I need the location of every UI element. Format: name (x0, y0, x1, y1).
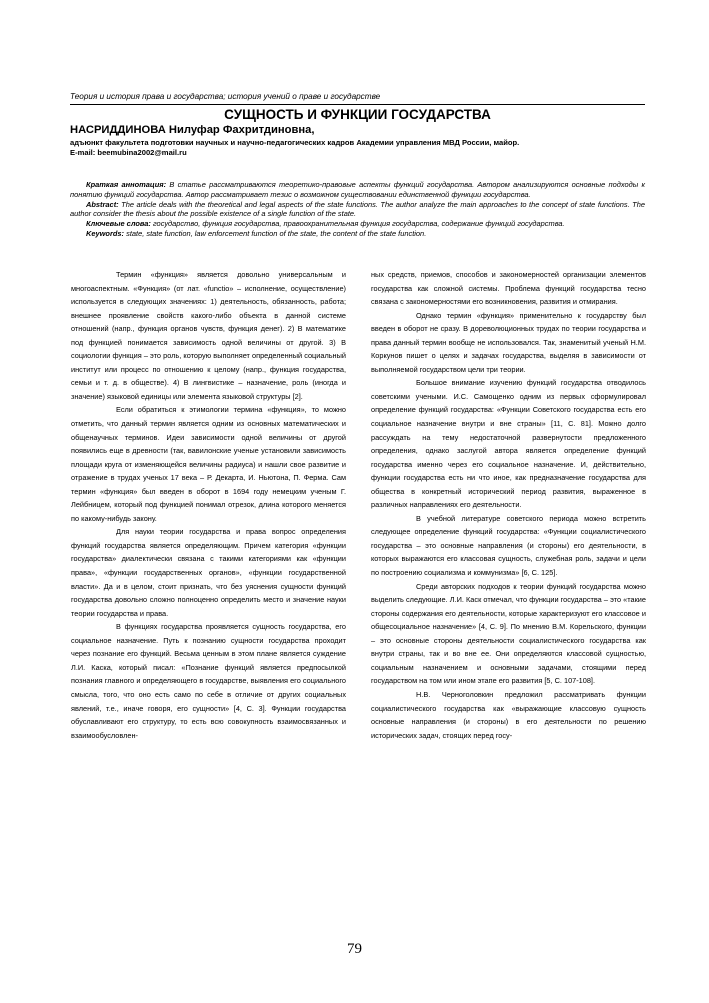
paragraph: Однако термин «функция» применительно к государству был введен в оборот не сразу. В дореволюционных трудах по теории государства и права данный термин вообще не использовался. Так, знаменитый ученый Н.М. Коркунов пишет о целях и задачах государства, выделяя в зависимости от выполняемой государством цели три теории. (371, 310, 646, 374)
paragraph: Н.В. Черноголовкин предложил рассматривать функции социалистического государства как «выражающие классовую сущность основные направления (и стороны) в его деятельности по решению исторических задач, стоящих перед госу- (371, 689, 646, 740)
author-name: НАСРИДДИНОВА Нилуфар Фахритдиновна, (70, 124, 315, 136)
paragraph: Большое внимание изучению функций государства отводилось советскими учеными. И.С. Самощенко одним из первых сформулировал определение функций государства: «Функции Советского государства есть его социальное назначение внутри и вне страны» [11, С. 81]. Можно долго рассуждать на тему недостаточной развернутости предложенного определения, однако заслугой автора является определение функций государства именно через его социальное назначение. И, действительно, функции государства есть ни что иное, как предназначение государства для общества в конкретный исторический период развития, выраженное в различных направлениях его деятельности. (371, 378, 646, 510)
paragraph: В функциях государства проявляется сущность государства, его социальное назначение. Путь к познанию сущности государства проходит через познание его функций. Весьма ценным в этом плане является суждение Л.И. Каска, который писал: «Познание функций является предпосылкой познания главного и определяющего в государстве, выявления его социального смысла, того, что оно есть само по себе в отличие от других социальных явлений, т.е., иначе говоря, его сущности» [4, С. 3]. Функции государства обуславливают его структуру, то есть всю совокупность взаимосвязанных и взаимообусловлен- (71, 622, 346, 740)
keywords-ru-label: Ключевые слова: (86, 219, 151, 229)
abstract-block (70, 180, 645, 239)
keywords-en-label: Keywords: (86, 228, 125, 238)
left-column (71, 268, 346, 742)
running-head: Теория и история права и государства; история учений о праве и государстве (70, 92, 381, 101)
abstract-en-label: Abstract: (86, 199, 119, 209)
paragraph: Среди авторских подходов к теории функций государства можно выделить следующие. Л.И. Каск отмечал, что функции государства – это «такие стороны содержания его деятельности, которые характеризуют его классовое и общесоциальное назначение» [4, С. 9]. По мнению В.М. Корельского, функции – это основные стороны деятельности социалистического государства как внутри страны, так и во вне ее. Они определяются классовой сущностью, социальным назначением и основными задачами, стоящими перед государством на том или ином этапе его развития [5, С. 107-108]. (371, 581, 646, 686)
paragraph: Для науки теории государства и права вопрос определения функций государства является определяющим. Причем категория «функции государства» диалектически связана с такими категориями как «функции права», «функции государственных органов», «функции государственной власти». Да и в целом, стоит признать, что без уяснения сущности функций государства довольно сложно полноценно определить место и значение науки теории государства и права. (71, 527, 346, 618)
paragraph: Если обратиться к этимологии термина «функция», то можно отметить, что данный термин является одним из основных математических и общенаучных терминов. Идеи зависимости одной величины от другой появились еще в древности (так, вавилонские ученые установили зависимость площади круга от изменяющейся величины радиуса) и нашли свое развитие и отражение в трудах ученых 17 века – Р. Декарта, И. Ньютона, П. Ферма. Сам термин «функция» был введен в оборот в 1694 году немецким ученым Г. Лейбницем, который под функцией понимал отрезок, длина которого меняется по какому-нибудь закону. (71, 405, 346, 523)
keywords-ru (70, 219, 645, 229)
paragraph: В учебной литературе советского периода можно встретить следующее определение функций государства: «Функции социалистического государства – это основные направления (и стороны) его деятельности, в которых выражаются его классовая сущность, служебная роль, задачи и цели по построению социализма и коммунизма» [6, С. 125]. (371, 513, 646, 578)
affiliation-text: адъюнкт факультета подготовки научных и научно-педагогических кадров Академии управления МВД России, майор. (70, 138, 520, 147)
header-rule (70, 104, 645, 105)
abstract-en (70, 200, 645, 220)
keywords-ru-text: государство, функция государства, правоохранительная функция государства, содержание функций государства. (150, 219, 565, 229)
abstract-en-text: The article deals with the theoretical and legal aspects of the state functions. The author analyze the main approaches to the concept of state functions. The author consider the thesis about the possible existence of a single function of the state. (70, 199, 645, 219)
author-affiliation (70, 138, 650, 158)
keywords-en (70, 229, 645, 239)
paragraph: Термин «функция» является довольно универсальным и многоаспектным. «Функция» (от лат. «functio» – исполнение, осуществление) используется в следующих значениях: 1) деятельность, обязанность, работа; внешнее проявление свойств какого-либо объекта в данной системе отношений (напр., функция органов чувств, функция денег). 2) В математике под функцией понимается зависимость одной величины от другой. 3) В социологии функция – это роль, которую выполняет определенный социальный институт или процесс по отношению к целому (напр., функция государства, семьи и т. д. в обществе). 4) В лингвистике – назначение, роль (иногда и значение) языковой единицы или элемента языковой структуры [2]. (71, 270, 346, 401)
paragraph: ных средств, приемов, способов и закономерностей организации элементов государства как сложной системы. Проблема функций государства тесно связана с закономерностями его возникновения, развития и отмирания. (371, 270, 646, 307)
page-number: 79 (347, 941, 362, 957)
right-column (371, 268, 646, 742)
abstract-ru-text: В статье рассматриваются теоретико-правовые аспекты функций государства. Автором анализируются основные подходы к понятию функций государства. Автор рассматривает тезис о возможном существовании единственной функции государства. (70, 180, 645, 199)
abstract-ru-label: Краткая аннотация: (86, 180, 167, 189)
abstract-ru (70, 180, 645, 200)
keywords-en-text: state, state function, law enforcement function of the state, the content of the state function. (124, 228, 427, 238)
author-email: E-mail: beemubina2002@mail.ru (70, 148, 187, 157)
article-title: СУЩНОСТЬ И ФУНКЦИИ ГОСУДАРСТВА (224, 107, 491, 122)
